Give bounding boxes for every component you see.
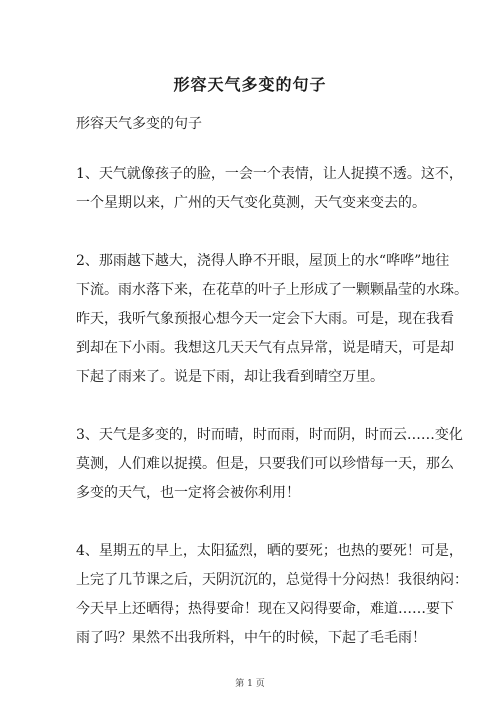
paragraph-1 [76, 160, 463, 218]
paragraph-line: 4、星期五的早上，太阳猛烈，晒的要死；也热的要死！可是， [76, 543, 463, 559]
paragraph-line: 今天早上还晒得；热得要命！现在又闷得要命，难道……要下 [76, 601, 454, 617]
paragraph-line: 一个星期以来，广州的天气变化莫测，天气变来变去的。 [76, 195, 426, 211]
paragraph-line: 3、天气是多变的，时而晴，时而雨，时而阴，时而云……变化 [76, 427, 463, 443]
paragraph-line: 到却在下小雨。我想这几天天气有点异常，说是晴天，可是却 [76, 340, 454, 356]
paragraph-line: 下起了雨来了。说是下雨，却让我看到晴空万里。 [76, 369, 384, 385]
paragraph-line: 2、那雨越下越大，浇得人睁不开眼，屋顶上的水“哗哗”地往 [76, 253, 450, 269]
document-title: 形容天气多变的句子 [173, 75, 327, 94]
paragraph-line: 下流。雨水落下来，在花草的叶子上形成了一颗颗晶莹的水珠。 [76, 282, 468, 298]
paragraph-line: 莫测，人们难以捉摸。但是，只要我们可以珍惜每一天，那么 [76, 456, 454, 472]
paragraph-line: 多变的天气，也一定将会被你利用！ [76, 485, 300, 501]
page-number: 第 1 页 [235, 679, 265, 689]
paragraph-4 [76, 537, 468, 653]
paragraph-3 [76, 421, 463, 508]
paragraph-2 [76, 247, 468, 392]
document-subtitle: 形容天气多变的句子 [76, 116, 202, 132]
document-body [76, 160, 468, 682]
paragraph-line: 昨天，我听气象预报心想今天一定会下大雨。可是，现在我看 [76, 311, 454, 327]
paragraph-line: 雨了吗？果然不出我所料，中午的时候，下起了毛毛雨！ [76, 630, 426, 646]
paragraph-line: 1、天气就像孩子的脸，一会一个表情，让人捉摸不透。这不， [76, 166, 463, 182]
paragraph-line: 上完了几节课之后，天阴沉沉的，总觉得十分闷热！我很纳闷： [76, 572, 468, 588]
